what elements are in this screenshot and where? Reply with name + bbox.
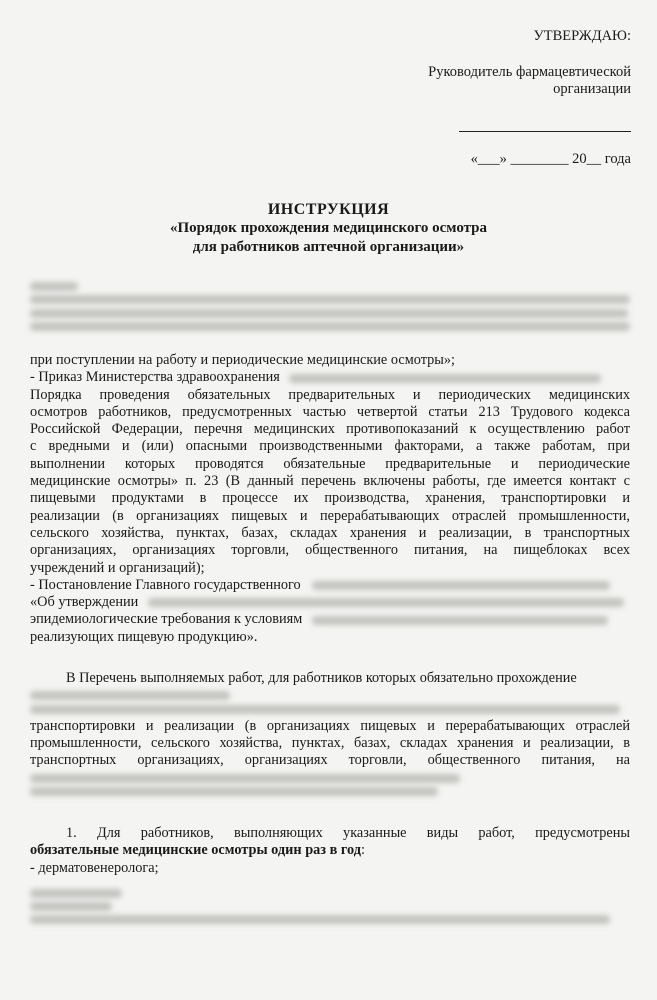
blurred-text (30, 691, 230, 700)
text-fragment: «Об утверждении (30, 594, 139, 611)
document-title (0, 200, 657, 257)
text-line: В Перечень выполняемых работ, для работников которых обязательно прохождение (66, 670, 577, 686)
text-line (30, 842, 630, 859)
text-fragment: - Постановление Главного государственного (30, 576, 301, 593)
text-line: медицинские осмотры» п. 23 (В данный перечень включены работы, где имеется контакт с (30, 473, 630, 490)
text-line: транспортировки и реализации (в организациях пищевых и перерабатывающих отраслей (30, 717, 630, 734)
text-line: учреждений и организаций); (30, 559, 205, 576)
text-line: транспортных организациях, организациях торговли, общественного питания, на (30, 752, 630, 769)
text-fragment: - Приказ Министерства здравоохранения (30, 369, 280, 386)
approver-position-line2: организации (553, 81, 631, 98)
signature-line (459, 131, 631, 132)
text-line: реализующих пищевую продукцию». (30, 628, 258, 645)
title-sub-line2: для работников аптечной организации» (192, 239, 465, 255)
blurred-text (30, 322, 630, 331)
approver-position-line1: Руководитель фармацевтической (428, 64, 631, 80)
text-fragment: эпидемиологические требования к условиям (30, 611, 303, 628)
text-line (30, 369, 630, 386)
text-line: сельского хозяйства, пунктах, базах, складах хранения и реализации, в транспортных (30, 524, 630, 541)
blurred-intro (30, 278, 630, 335)
text-line: промышленности, сельского хозяйства, пунктах, базах, складах хранения и реализации, в (30, 735, 630, 752)
title-sub-line1: «Порядок прохождения медицинского осмотра (169, 220, 488, 236)
text-line (30, 611, 630, 628)
text-line: пищевыми продуктами в процессе их производства, хранения, транспортировки и (30, 490, 630, 507)
blurred-text (289, 374, 601, 383)
text-line: - дерматовенеролога; (30, 859, 159, 876)
text-line: с вредными и (или) опасными производственными факторами, а также работам, при (30, 438, 630, 455)
blurred-text (312, 581, 610, 590)
blurred-text (148, 598, 624, 607)
blurred-text (30, 309, 628, 318)
text-line: при поступлении на работу и периодические медицинские осмотры»; (30, 352, 456, 368)
text-line: реализации (в организациях пищевых и перерабатывающих отраслей промышленности, (30, 507, 630, 524)
text-line: осмотров работников, предусмотренных частью четвертой статьи 213 Трудового кодекса (30, 403, 630, 420)
legal-basis-paragraph (30, 352, 630, 646)
text-line: Российской Федерации, перечня медицинских противопоказаний к осуществлению работ (30, 421, 630, 438)
text-line (30, 577, 630, 594)
blurred-text (312, 616, 608, 625)
blurred-text (30, 787, 438, 796)
text-line: выполнении которых проводятся обязательные предварительные и периодические (30, 455, 630, 472)
text-line: Порядка проведения обязательных предварительных и периодических медицинских (30, 386, 630, 403)
blurred-text (30, 902, 112, 911)
work-list-paragraph (30, 670, 630, 800)
text-line: 1. Для работников, выполняющих указанные виды работ, предусмотрены (66, 825, 630, 841)
approval-date-line: «___» ________ 20__ года (470, 151, 631, 167)
approver-position (428, 64, 631, 99)
text-line (30, 594, 630, 611)
blurred-text (30, 705, 620, 714)
blurred-text (30, 774, 460, 783)
medical-exam-paragraph (30, 825, 630, 929)
blurred-text (30, 282, 78, 291)
approve-label: УТВЕРЖДАЮ: (533, 28, 631, 44)
text-fragment: : (361, 842, 365, 859)
blurred-text (30, 915, 610, 924)
blurred-text (30, 295, 630, 304)
title-main: ИНСТРУКЦИЯ (267, 201, 390, 218)
blurred-text (30, 889, 122, 898)
bold-fragment: обязательные медицинские осмотры один раз в год (30, 842, 362, 859)
text-line: организациях, организациях торговли, общественного питания, на пищеблоках всех (30, 542, 630, 559)
